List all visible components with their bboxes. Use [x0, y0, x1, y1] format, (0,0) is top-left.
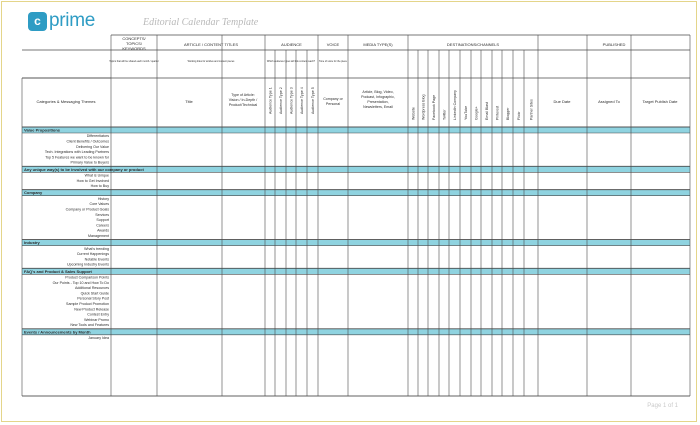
- row-label: Personal Story Post: [77, 296, 109, 301]
- row-label: Delivering Our Value: [76, 144, 109, 149]
- section-band: [22, 240, 690, 246]
- group-header: DESTINATIONS/CHANNELS: [446, 42, 500, 47]
- document-title: Editorial Calendar Template: [143, 17, 259, 28]
- row-label: Top 5 Features we want to be known for: [45, 155, 109, 160]
- column-header-channel: Blogger: [506, 107, 510, 120]
- section-band: [22, 268, 690, 274]
- column-header-due-date: Due Date: [553, 99, 571, 104]
- section-title: Company: [24, 190, 43, 196]
- column-header-category: Categories & Messaging Themes: [36, 99, 96, 104]
- column-header-channel: Google+: [474, 106, 479, 120]
- row-label: Current Happenings: [76, 252, 109, 257]
- column-header-audience: Audience Type 2: [279, 87, 283, 114]
- row-label: Product Comparison Points: [65, 275, 109, 280]
- row-label: Core Values: [89, 202, 109, 207]
- row-label: January Idea: [88, 336, 109, 340]
- column-header-channel: Facebook Page: [432, 94, 436, 120]
- column-header-channel: Email Blast: [485, 102, 489, 120]
- row-label: What is Unique: [84, 173, 109, 178]
- section-title: Value Propositions: [24, 127, 61, 133]
- column-header-media: Presentation,: [367, 100, 389, 104]
- column-header-voice: Personal: [325, 102, 341, 106]
- column-header-media: Podcast, Infographic,: [361, 95, 395, 99]
- column-header-type: Product/Technical: [228, 103, 258, 107]
- row-label: Support: [96, 218, 109, 223]
- column-header-assigned-to: Assigned To: [598, 99, 620, 104]
- row-label: New Tools and Features: [70, 323, 109, 328]
- row-label: Client Benefits / Outcomes: [66, 139, 109, 144]
- header-note: Working titles for articles and content pieces: [187, 60, 235, 63]
- column-header-media: Article, Blog, Video,: [362, 90, 394, 94]
- column-header-target-publish: Target Publish Date: [642, 99, 678, 104]
- column-header-channel: Pinterest: [495, 105, 500, 120]
- row-label: Management: [88, 234, 109, 238]
- page-number: Page 1 of 1: [647, 403, 678, 409]
- section-title: Events / Announcements by Month: [24, 329, 91, 335]
- column-header-audience: Audience Type 1: [268, 87, 273, 114]
- column-header-channel: YouTube: [464, 105, 468, 120]
- row-label: Upcoming Industry Events: [67, 262, 109, 267]
- row-label: Careers: [96, 223, 109, 228]
- row-label: New Product Release: [74, 307, 109, 312]
- group-header: KEYWORDS: [122, 46, 146, 51]
- section-band: [22, 329, 690, 335]
- row-label: How to Buy: [90, 184, 109, 189]
- section-band: [22, 190, 690, 196]
- row-label: Sample Product Promotion: [66, 302, 109, 306]
- column-header-channel: Wordpress Blog: [421, 94, 426, 120]
- column-header-channel: Twitter: [442, 109, 447, 120]
- row-label: Additional Resources: [75, 286, 109, 291]
- column-header-media: Newsletters, Email: [363, 105, 393, 109]
- section-title: Industry: [24, 240, 40, 246]
- group-header: MEDIA TYPE(S): [363, 42, 393, 47]
- row-label: Awards: [97, 228, 109, 233]
- row-label: Our Points - Top 10 and How To Do: [52, 280, 109, 285]
- column-header-voice: Company or: [323, 97, 343, 101]
- header-note: Topics that will be shared each month / quarter: [109, 60, 159, 63]
- column-header-channel: Flickr: [517, 111, 521, 120]
- row-label: Services: [95, 212, 109, 217]
- row-label: Quick Start Guide: [80, 291, 109, 296]
- column-header-audience: Audience Type 3: [289, 87, 294, 114]
- group-header: PUBLISHED: [602, 42, 626, 47]
- group-header: TOPICS/: [126, 41, 142, 46]
- row-label: What's trending: [84, 246, 109, 251]
- column-header-audience: Audience Type 4: [300, 87, 304, 114]
- group-header: VOICE: [326, 42, 340, 47]
- group-header: CONCEPTS/: [122, 36, 146, 41]
- column-header-audience: Audience Type 5: [311, 87, 315, 114]
- row-label: Primary Value to Buyers: [70, 160, 109, 165]
- column-header-channel: Website: [411, 107, 416, 120]
- column-header-type: Vision / In-Depth /: [228, 98, 258, 102]
- group-header: AUDIENCE: [281, 42, 302, 47]
- column-header-channel: Partner Sites: [529, 99, 534, 120]
- row-label: Notable Events: [84, 257, 109, 262]
- row-label: Company or Product Goals: [65, 207, 109, 212]
- prime-logo-icon: c: [28, 12, 47, 31]
- header-note: Tone of voice for the piece: [319, 60, 347, 63]
- row-label: History: [97, 196, 109, 201]
- row-label: Webinar Promo: [84, 317, 109, 322]
- row-label: Contest Entry: [87, 312, 109, 317]
- column-header-type: Type of Article:: [231, 93, 255, 97]
- column-header-title: Title: [185, 99, 193, 104]
- section-title: Any unique way(s) to be involved with our company or product: [24, 166, 144, 172]
- header-note: Which audience types will this content reach?: [266, 60, 316, 63]
- group-header: ARTICLE / CONTENT TITLES: [183, 42, 239, 47]
- section-band: [22, 127, 690, 133]
- row-label: Tech. Integrations with Leading Partners: [44, 150, 109, 155]
- row-label: How to Get Involved: [76, 178, 109, 183]
- row-label: Differentiators: [86, 134, 109, 139]
- column-header-channel: LinkedIn Company: [453, 90, 457, 120]
- brand-name: prime: [49, 10, 96, 31]
- section-title: FAQ's and Product & Sales Support: [24, 268, 92, 274]
